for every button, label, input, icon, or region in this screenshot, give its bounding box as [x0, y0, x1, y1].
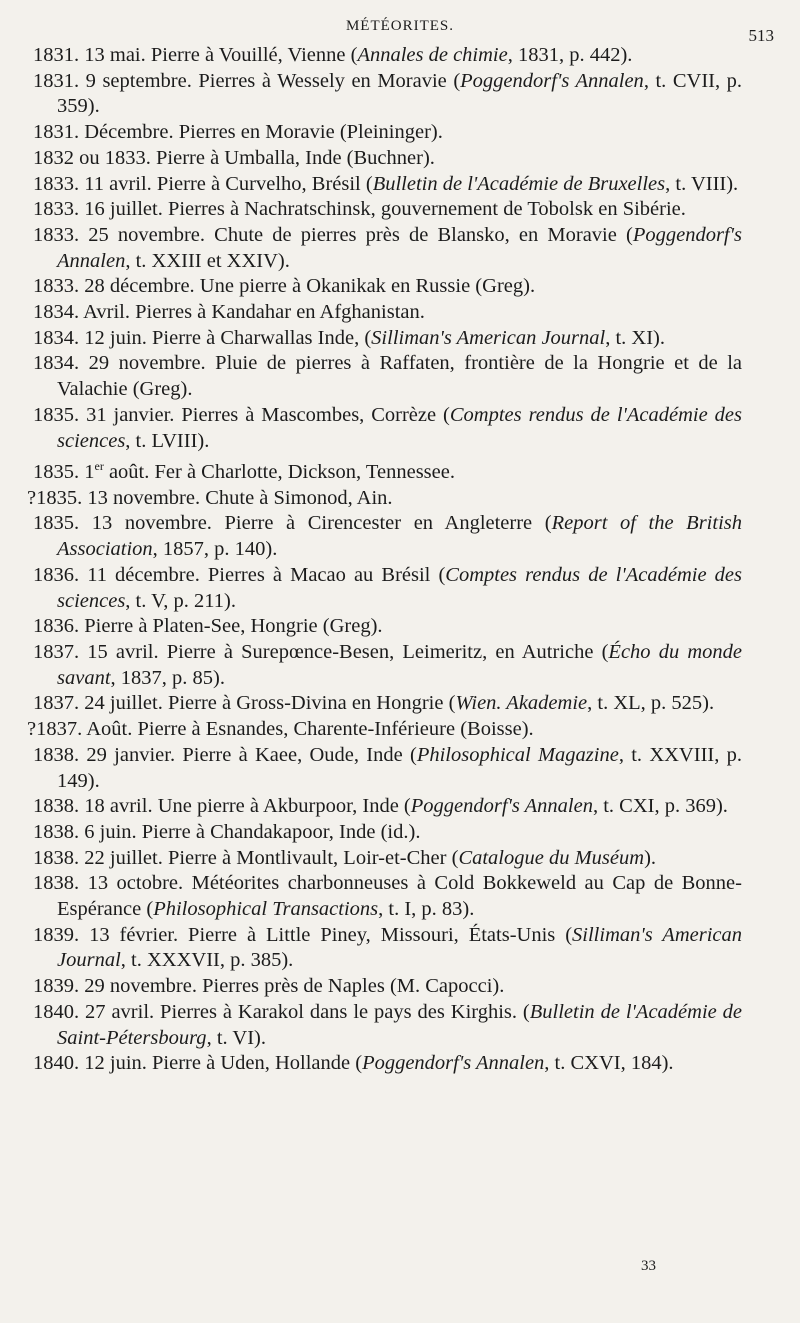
entry-text: 12 juin. Pierre à Uden, Hollande (Poggendorf's Annalen, t. CXVI, 184).: [79, 1052, 674, 1075]
signature-mark: 33: [641, 1258, 656, 1274]
entry-text: 15 avril. Pierre à Surepœnce-Besen, Leimeritz, en Autriche (Écho du monde savant, 1837, p. 85).: [57, 641, 742, 689]
entry-text: Avril. Pierres à Kandahar en Afghanistan.: [79, 301, 425, 324]
entry-text: 6 juin. Pierre à Chandakapoor, Inde (id.).: [79, 820, 421, 843]
entry-year: 1831.: [33, 121, 80, 144]
entry-year: 1833.: [33, 172, 80, 195]
list-item: [33, 614, 742, 640]
entry-text: Décembre. Pierres en Moravie (Pleininger).: [79, 121, 443, 144]
entry-text: 27 avril. Pierres à Karakol dans le pays des Kirghis. (Bulletin de l'Académie de Saint-Pétersbourg, t. VI).: [57, 1000, 743, 1049]
list-item: [33, 846, 742, 872]
entry-year: 1832: [33, 146, 74, 169]
entry-text: 13 mai. Pierre à Vouillé, Vienne (Annales de chimie, 1831, p. 442).: [79, 44, 633, 66]
list-item: [33, 146, 742, 172]
list-item: [27, 486, 742, 512]
entry-year: 1838.: [33, 743, 80, 766]
entry-year: 1836.: [33, 615, 80, 638]
entry-text: 18 avril. Une pierre à Akburpoor, Inde (Poggendorf's Annalen, t. CXI, p. 369).: [79, 795, 728, 818]
page-number: 513: [748, 26, 774, 45]
list-item: [33, 454, 742, 486]
list-item: [27, 717, 742, 743]
list-item: [33, 1000, 743, 1051]
list-item: [33, 43, 742, 69]
entry-text: 29 novembre. Pierres près de Naples (M. Capocci).: [79, 975, 505, 998]
entry-list: [27, 43, 743, 1077]
entry-text: 11 décembre. Pierres à Macao au Brésil (Comptes rendus de l'Académie des sciences, t. V, p. 211).: [57, 563, 742, 612]
entry-year: 1839.: [33, 923, 80, 946]
list-item: [33, 120, 742, 146]
list-item: [33, 351, 742, 402]
entry-year: 1838.: [33, 795, 80, 818]
list-item: [33, 691, 742, 717]
entry-text: 16 juillet. Pierres à Nachratschinsk, gouvernement de Tobolsk en Sibérie.: [79, 198, 686, 221]
entry-year: 1840.: [33, 1000, 80, 1023]
entry-year: 1833.: [33, 275, 80, 298]
list-item: [33, 511, 742, 562]
entry-text: 13 octobre. Météorites charbonneuses à Cold Bokkeweld au Cap de Bonne-Espérance (Philosophical Transactions, t. I, p. 83).: [57, 872, 742, 921]
entry-year: 1840.: [33, 1052, 80, 1075]
list-item: [33, 197, 742, 223]
entry-year: 1831.: [33, 69, 80, 92]
page-header: [0, 12, 800, 45]
entry-year: 1833.: [33, 223, 80, 246]
list-item: [33, 223, 742, 274]
entry-text: Août. Pierre à Esnandes, Charente-Inférieure (Boisse).: [82, 718, 534, 741]
entry-text: 1er août. Fer à Charlotte, Dickson, Tennessee.: [79, 459, 455, 484]
entry-year: 1835.: [33, 461, 80, 484]
list-item: [33, 820, 742, 846]
entry-text: 29 janvier. Pierre à Kaee, Oude, Inde (Philosophical Magazine, t. XXVIII, p. 149).: [57, 743, 742, 792]
entry-text: 12 juin. Pierre à Charwallas Inde, (Silliman's American Journal, t. XI).: [79, 326, 666, 349]
entry-year: ?1837.: [27, 718, 83, 741]
list-item: [33, 172, 742, 198]
entry-year: 1839.: [33, 975, 80, 998]
entry-year: 1834.: [33, 326, 80, 349]
list-item: [33, 403, 742, 454]
entry-text: 28 décembre. Une pierre à Okanikak en Russie (Greg).: [79, 275, 536, 298]
list-item: [33, 743, 742, 794]
entry-text: 24 juillet. Pierre à Gross-Divina en Hongrie (Wien. Akademie, t. XL, p. 525).: [79, 692, 715, 715]
entry-year: 1833.: [33, 198, 80, 221]
list-item: [33, 563, 742, 614]
list-item: [33, 1051, 742, 1077]
entry-year: 1834.: [33, 352, 80, 375]
list-item: [33, 871, 742, 922]
entry-year: 1838.: [33, 872, 80, 895]
list-item: [33, 69, 743, 120]
list-item: [33, 300, 742, 326]
entry-text: 29 novembre. Pluie de pierres à Raffaten, frontière de la Hongrie et de la Valachie (Greg).: [57, 352, 742, 401]
entry-year: 1838.: [33, 846, 80, 869]
entry-year: 1835.: [33, 403, 80, 426]
entry-year: 1831.: [33, 44, 80, 66]
list-item: [33, 640, 742, 691]
list-item: [33, 794, 742, 820]
entry-year: 1838.: [33, 820, 80, 843]
entry-text: 9 septembre. Pierres à Wessely en Moravie (Poggendorf's Annalen, t. CVII, p. 359).: [57, 69, 743, 118]
entry-text: Pierre à Platen-See, Hongrie (Greg).: [79, 615, 383, 638]
list-item: [33, 274, 742, 300]
entry-text: 31 janvier. Pierres à Mascombes, Corrèze (Comptes rendus de l'Académie des sciences, t. LVIII).: [57, 403, 742, 452]
list-item: [33, 326, 742, 352]
entry-year: 1834.: [33, 301, 80, 324]
entry-text: 11 avril. Pierre à Curvelho, Brésil (Bulletin de l'Académie de Bruxelles, t. VIII).: [79, 172, 739, 195]
entry-year: 1837.: [33, 692, 80, 715]
entry-text: 22 juillet. Pierre à Montlivault, Loir-et-Cher (Catalogue du Muséum).: [79, 846, 657, 869]
entry-year: 1837.: [33, 641, 80, 663]
entry-text: 13 novembre. Pierre à Cirencester en Angleterre (Report of the British Association, 1857, p. 140).: [57, 512, 742, 561]
entry-year: 1835.: [33, 512, 80, 535]
entry-text: 13 février. Pierre à Little Piney, Missouri, États-Unis (Silliman's American Journal, t. XXXVII, p. 385).: [57, 923, 742, 972]
entry-year: ?1835.: [27, 486, 83, 509]
list-item: [33, 923, 742, 974]
entry-text: ou 1833. Pierre à Umballa, Inde (Buchner).: [74, 146, 435, 169]
list-item: [33, 974, 742, 1000]
running-title: MÉTÉORITES.: [345, 18, 455, 34]
entry-text: 25 novembre. Chute de pierres près de Blansko, en Moravie (Poggendorf's Annalen, t. XXIII et XXIV).: [57, 223, 742, 272]
entry-year: 1836.: [33, 563, 80, 586]
entry-text: 13 novembre. Chute à Simonod, Ain.: [82, 486, 393, 509]
